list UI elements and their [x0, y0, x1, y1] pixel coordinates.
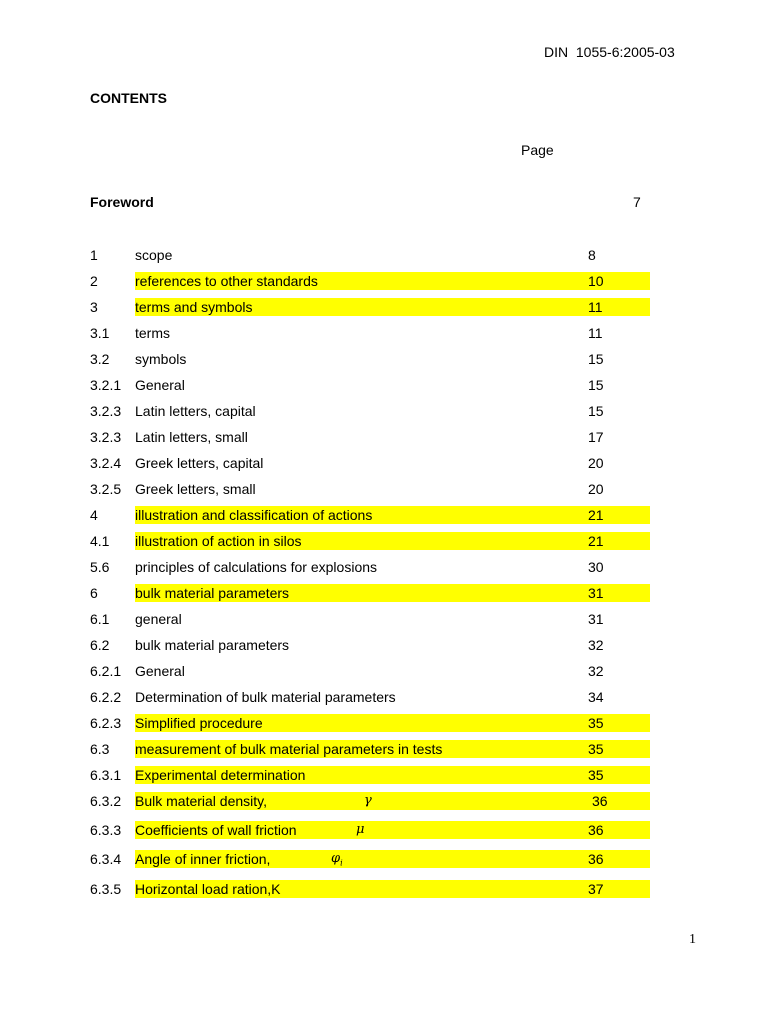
toc-entry-title: scope [135, 247, 173, 263]
toc-entry-number: 6.3.4 [90, 851, 122, 867]
toc-entry-page: 35 [588, 715, 604, 731]
entry-band [135, 454, 650, 472]
entry-band [135, 558, 650, 576]
toc-entry [90, 350, 650, 368]
toc-entry-number: 3.2.4 [90, 455, 122, 471]
toc-entry-title: principles of calculations for explosions [135, 559, 378, 575]
highlighted-entry-band [135, 766, 650, 784]
toc-entry-title: illustration and classification of actions [135, 507, 373, 523]
toc-entry-page: 36 [588, 851, 604, 867]
document-id: DIN 1055-6:2005-03 [544, 44, 675, 60]
toc-entry-page: 35 [588, 767, 604, 783]
toc-entry-page: 15 [588, 403, 604, 419]
toc-entry-number: 6.3.2 [90, 793, 122, 809]
toc-entry [90, 662, 650, 680]
toc-entry-page: 35 [588, 741, 604, 757]
toc-entry-number: 6.2.2 [90, 689, 122, 705]
highlighted-entry-band [135, 821, 650, 839]
toc-entry-page: 15 [588, 351, 604, 367]
toc-entry [90, 850, 650, 868]
toc-entry [90, 454, 650, 472]
entry-band [135, 662, 650, 680]
highlighted-entry-band [135, 714, 650, 732]
toc-entry [90, 272, 650, 290]
toc-entry-title: Angle of inner friction, [135, 851, 271, 867]
toc-entry-title: Bulk material density, [135, 793, 268, 809]
toc-entry-number: 4 [90, 507, 98, 523]
toc-entry-number: 2 [90, 273, 98, 289]
toc-entry [90, 821, 650, 839]
highlighted-entry-band [135, 584, 650, 602]
entry-band [135, 688, 650, 706]
page-column-header: Page [521, 142, 554, 158]
toc-entry-title: Determination of bulk material parameters [135, 689, 396, 705]
toc-entry-page: 21 [588, 533, 604, 549]
contents-heading: CONTENTS [90, 90, 167, 106]
entry-band [135, 480, 650, 498]
entry-band [135, 246, 650, 264]
toc-entry [90, 532, 650, 550]
toc-entry [90, 792, 650, 810]
toc-entry-page: 8 [588, 247, 596, 263]
toc-entry-title: measurement of bulk material parameters in tests [135, 741, 443, 757]
entry-band [135, 610, 650, 628]
highlighted-entry-band [135, 850, 650, 868]
toc-entry-number: 6.3.3 [90, 822, 122, 838]
toc-entry-page: 36 [588, 822, 604, 838]
toc-entry [90, 584, 650, 602]
math-symbol [331, 850, 343, 873]
toc-entry-page: 31 [588, 611, 604, 627]
toc-entry-number: 5.6 [90, 559, 110, 575]
toc-entry-number: 3 [90, 299, 98, 315]
math-symbol-glyph: φ [331, 851, 341, 866]
toc-entry [90, 558, 650, 576]
entry-band [135, 636, 650, 654]
math-symbol-glyph: γ [364, 793, 372, 808]
toc-entry-page: 21 [588, 507, 604, 523]
toc-entry-title: General [135, 377, 185, 393]
entry-band [135, 376, 650, 394]
toc-entry [90, 428, 650, 446]
toc-entry [90, 506, 650, 524]
toc-entry-title: terms and symbols [135, 299, 253, 315]
foreword-page: 7 [633, 194, 641, 210]
toc-entry-page: 30 [588, 559, 604, 575]
math-symbol [364, 792, 372, 810]
toc-entry [90, 402, 650, 420]
toc-entry [90, 766, 650, 784]
toc-entry-number: 3.1 [90, 325, 110, 341]
highlighted-entry-band [135, 506, 650, 524]
toc-entry-page: 32 [588, 637, 604, 653]
toc-entry-title: bulk material parameters [135, 637, 290, 653]
toc-entry-title: terms [135, 325, 170, 341]
toc-entry-number: 6.3.5 [90, 881, 122, 897]
toc-entry-title: bulk material parameters [135, 585, 290, 601]
toc-entry-page: 32 [588, 663, 604, 679]
toc-entry-title: Greek letters, small [135, 481, 256, 497]
toc-entry-page: 11 [588, 299, 603, 315]
toc-entry-page: 11 [588, 325, 603, 341]
toc-entry-title: general [135, 611, 182, 627]
entry-band [135, 428, 650, 446]
toc-entry-title: Experimental determination [135, 767, 306, 783]
math-symbol-subscript: i [340, 858, 343, 868]
toc-entry-page: 20 [588, 481, 604, 497]
toc-entry-number: 3.2.3 [90, 403, 122, 419]
highlighted-entry-band [135, 792, 650, 810]
toc-entry-title: General [135, 663, 185, 679]
toc-entry-number: 3.2.5 [90, 481, 122, 497]
toc-entry [90, 688, 650, 706]
toc-entry [90, 880, 650, 898]
highlighted-entry-band [135, 740, 650, 758]
toc-entry [90, 376, 650, 394]
toc-entry-page: 36 [592, 793, 608, 809]
entry-band [135, 324, 650, 342]
math-symbol [356, 821, 364, 839]
toc-entry-page: 20 [588, 455, 604, 471]
toc-entry-number: 6.2.3 [90, 715, 122, 731]
toc-entry-number: 3.2 [90, 351, 110, 367]
entry-band [135, 350, 650, 368]
foreword-label: Foreword [90, 194, 154, 210]
toc-entry [90, 636, 650, 654]
toc-entry [90, 246, 650, 264]
entry-band [135, 402, 650, 420]
highlighted-entry-band [135, 532, 650, 550]
toc-entry-title: Greek letters, capital [135, 455, 264, 471]
toc-entry-number: 6.1 [90, 611, 110, 627]
toc-entry-number: 1 [90, 247, 98, 263]
toc-entry-number: 4.1 [90, 533, 110, 549]
toc-entry [90, 324, 650, 342]
toc-entry [90, 298, 650, 316]
math-symbol-glyph: μ [356, 822, 365, 837]
toc-entry-page: 10 [588, 273, 604, 289]
toc-entry [90, 480, 650, 498]
toc-entry-number: 6.3.1 [90, 767, 122, 783]
toc-entry-page: 34 [588, 689, 604, 705]
toc-entry [90, 740, 650, 758]
toc-entry-page: 31 [588, 585, 604, 601]
page-number: 1 [689, 932, 696, 947]
highlighted-entry-band [135, 880, 650, 898]
toc-entry-page: 37 [588, 881, 604, 897]
toc-entry-title: Coefficients of wall friction [135, 822, 297, 838]
toc-entry-page: 15 [588, 377, 604, 393]
toc-entry-title: symbols [135, 351, 187, 367]
toc-entry-number: 3.2.1 [90, 377, 122, 393]
toc-entry-title: Horizontal load ration,K [135, 881, 281, 897]
toc-entry-title: Latin letters, capital [135, 403, 256, 419]
toc-entry-number: 6 [90, 585, 98, 601]
toc-entry-title: references to other standards [135, 273, 318, 289]
toc-entry-number: 3.2.3 [90, 429, 122, 445]
toc-entry [90, 610, 650, 628]
toc-entry-page: 17 [588, 429, 604, 445]
toc-entry-title: Latin letters, small [135, 429, 248, 445]
toc-entry-number: 6.2.1 [90, 663, 122, 679]
toc-entry [90, 714, 650, 732]
highlighted-entry-band [135, 298, 650, 316]
toc-entry-number: 6.3 [90, 741, 110, 757]
highlighted-entry-band [135, 272, 650, 290]
toc-entry-title: illustration of action in silos [135, 533, 302, 549]
toc-entry-title: Simplified procedure [135, 715, 263, 731]
toc-entry-number: 6.2 [90, 637, 110, 653]
